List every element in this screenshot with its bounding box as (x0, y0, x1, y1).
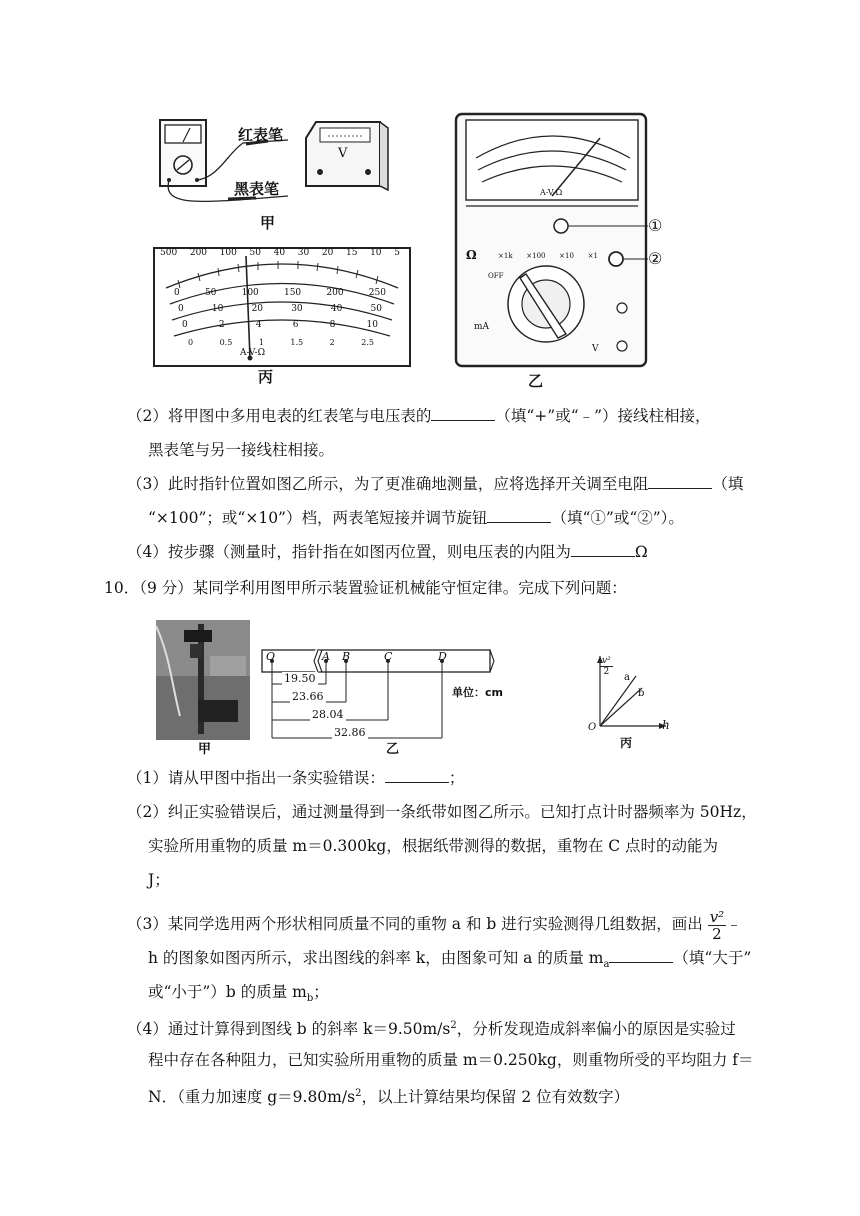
bing-mid-scale (174, 288, 386, 298)
tick-label: 100 (241, 288, 259, 298)
figure-free-fall (150, 616, 690, 756)
tick-label: 40 (330, 304, 343, 314)
tick-label: 0 (188, 338, 194, 347)
q10-part3-line3: 或“小于”）b 的质量 $m_b$； (148, 983, 329, 1005)
graph-origin: O (588, 722, 597, 733)
q9-part3-line2: “×100”；或“×10”）档，两表笔短接并调节旋钮 （填“①”或“②”）。 (148, 509, 684, 527)
bing-ohm-scale (160, 248, 400, 258)
q10-header: 10．（9 分）某同学利用图甲所示装置验证机械能守恒定律。完成下列问题： (104, 579, 627, 597)
tick-label: 250 (368, 288, 386, 298)
tick-label: 50 (204, 288, 217, 298)
figure-label-yi: 乙 (386, 742, 400, 757)
voltmeter-letter: V (338, 146, 348, 161)
tick-label: 5 (394, 248, 400, 258)
tick-label: 10 (366, 320, 378, 330)
figure-multimeter (148, 108, 688, 388)
q9-part2-line2: 黑表笔与另一接线柱相接。 (148, 441, 335, 459)
point-c: C (384, 650, 393, 663)
bing-bottom-scale (182, 320, 378, 330)
tick-label: 150 (283, 288, 302, 298)
q10-part2-line2: 实验所用重物的质量 m＝0.300kg，根据纸带测得的数据，重物在 C 点时的动能为 (148, 837, 719, 855)
tick-label: 15 (345, 248, 358, 258)
q10-part2-line3: J； (148, 871, 170, 889)
tick-label: 1.5 (290, 338, 304, 347)
yi-av-label: A-V-Ω (540, 188, 563, 197)
answer-blank[interactable] (385, 768, 449, 783)
unit-label: 单位：cm (452, 686, 503, 699)
figure-label-jia: 甲 (198, 742, 212, 757)
q9-part3-line1: （3）此时指针位置如图乙所示，为了更准确地测量，应将选择开关调至电阻 （填 (127, 475, 744, 493)
dist-a: 19.50 (284, 672, 316, 685)
tick-label: 2 (329, 338, 335, 347)
point-o: O (266, 650, 276, 663)
dist-b: 23.66 (292, 690, 324, 703)
yi-omega-label: Ω (466, 248, 477, 262)
point-d: D (438, 650, 447, 663)
point-b: B (342, 650, 351, 663)
q10-part3-line2: h 的图象如图丙所示，求出图线的斜率 k，由图象可知 a 的质量 $m_a$ （填“大于” (148, 949, 752, 971)
graph-y-label: $\frac{\text{v²}}{2}$ (602, 656, 611, 677)
answer-blank[interactable] (648, 474, 712, 489)
q10-part4-line1: （4）通过计算得到图线 b 的斜率 $k=9.50m/s^2$，分析发现造成斜率偏小的原因是实验过 (127, 1020, 736, 1039)
v2-over-2-fraction: $\frac{\text{v²}}{2}$ (709, 907, 725, 943)
black-probe-label: 黑表笔 (234, 180, 280, 198)
q9-part2-line1: （2）将甲图中多用电表的红表笔与电压表的 （填“+”或“﹣”）接线柱相接， (127, 407, 711, 425)
tick-label: 6 (292, 320, 299, 330)
yi-off-label: OFF (488, 272, 504, 280)
point-a: A (322, 650, 330, 663)
q9-part4: （4）按步骤（测量时，指针指在如图丙位置，则电压表的内阻为 Ω (127, 543, 648, 561)
tick-label: 0 (182, 320, 188, 330)
answer-blank[interactable] (487, 508, 551, 523)
red-probe-label: 红表笔 (238, 126, 284, 144)
range-label: ×100 (526, 252, 546, 260)
answer-blank[interactable] (571, 542, 635, 557)
tick-label: 30 (297, 248, 310, 258)
figure-label-bing: 丙 (258, 368, 274, 386)
line-b-label: b (638, 688, 645, 699)
bing-low-scale (178, 304, 382, 314)
tick-label: 200 (326, 288, 344, 298)
graph-x-label: h (662, 718, 670, 732)
yi-range-list (498, 252, 598, 260)
tick-label: 500 (160, 248, 178, 258)
tick-label: 10 (211, 304, 224, 314)
yi-ma-label: mA (474, 322, 490, 332)
figure-label-jia: 甲 (260, 214, 276, 232)
line-a-label: a (624, 672, 630, 683)
q10-part2-line1: （2）纠正实验错误后，通过测量得到一条纸带如图乙所示。已知打点计时器频率为 50Hz， (127, 803, 757, 821)
dist-c: 28.04 (312, 708, 344, 721)
callout-1: ① (648, 216, 663, 235)
tick-label: 4 (255, 320, 262, 330)
tick-label: 200 (189, 248, 208, 258)
tick-label: 0 (178, 304, 184, 314)
range-label: ×10 (559, 252, 574, 260)
tick-label: 0 (174, 288, 180, 298)
q10-part1: （1）请从甲图中指出一条实验错误： ； (127, 769, 465, 787)
tick-label: 2 (218, 320, 225, 330)
dist-d: 32.86 (334, 726, 366, 739)
tick-label: 100 (219, 248, 237, 258)
tick-label: 2.5 (361, 338, 374, 347)
callout-2: ② (648, 249, 663, 268)
tick-label: 8 (329, 320, 336, 330)
range-label: ×1 (587, 252, 598, 260)
tick-label: 10 (370, 248, 382, 258)
answer-blank[interactable] (431, 406, 495, 421)
figure-label-bing: 丙 (620, 736, 633, 750)
figure-label-yi: 乙 (528, 372, 544, 390)
tick-label: 0.5 (219, 338, 233, 347)
tick-label: 1 (258, 338, 264, 347)
q10-part3-line1: （3）某同学选用两个形状相同质量不同的重物 a 和 b 进行实验测得几组数据，画出 $\frac{\text{v²}}{2}$ ﹣ (127, 907, 742, 943)
apparatus-photo (156, 620, 250, 740)
tick-label: 20 (251, 304, 264, 314)
q10-part4-line3: N．（重力加速度 $g=9.80m/s^2$，以上计算结果均保留 2 位有效数字） (148, 1088, 630, 1107)
range-label: ×1k (498, 252, 513, 260)
q10-part4-line2: 程中存在各种阻力，已知实验所用重物的质量 m＝0.250kg，则重物所受的平均阻力 f＝ (148, 1051, 754, 1069)
tick-label: 50 (249, 248, 261, 258)
answer-blank[interactable] (609, 948, 673, 963)
bing-av-label: A-V-Ω (240, 348, 266, 358)
tick-label: 20 (321, 248, 334, 258)
bing-tiny-scale (188, 338, 374, 347)
yi-v-label: V (592, 344, 599, 354)
tick-label: 50 (370, 304, 382, 314)
tick-label: 40 (273, 248, 286, 258)
tick-label: 30 (291, 304, 303, 314)
